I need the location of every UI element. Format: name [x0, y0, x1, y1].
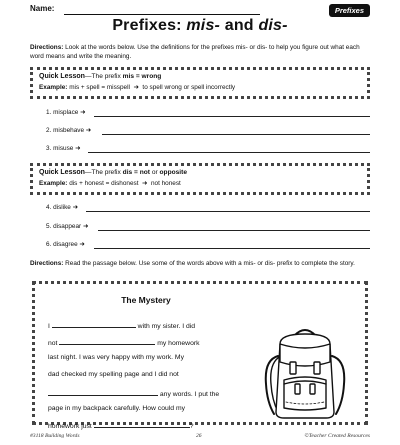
list-item — [46, 144, 370, 154]
item-label: 4. dislike ➜ — [46, 204, 78, 211]
story-line-7 — [48, 420, 194, 430]
quick-lesson-dis — [30, 163, 370, 195]
quick-lesson-mis — [30, 67, 370, 99]
item-label: 3. misuse ➜ — [46, 145, 81, 152]
story-text: not — [48, 340, 58, 347]
lesson-title: Quick Lesson — [39, 169, 85, 176]
list-item — [46, 126, 370, 136]
item-label: 5. disappear ➜ — [46, 223, 89, 230]
story-line-4: dad checked my spelling page and I did not — [48, 371, 179, 378]
directions-text: Look at the words below. Use the definitions for the prefixes mis- or dis- to help you figure out what each word means and write the meaning. — [30, 44, 360, 60]
topic-tag: Prefixes — [329, 4, 370, 17]
item-label: 2. misbehave ➜ — [46, 127, 92, 134]
story-line-3: last night. I was very happy with my work. My — [48, 354, 184, 361]
lesson-rule-bold: mis = wrong — [122, 73, 162, 80]
example-equation: dis + honest = dishonest — [69, 180, 139, 187]
lesson-example — [39, 83, 361, 93]
story-text: with my sister. I did — [137, 323, 196, 330]
lesson-rule-or: or — [151, 169, 158, 176]
answer-line[interactable] — [94, 116, 370, 117]
lesson-title: Quick Lesson — [39, 73, 85, 80]
lesson-example — [39, 179, 361, 189]
lesson-rule-text: —The prefix — [84, 169, 121, 176]
directions-label: Directions: — [30, 260, 64, 267]
arrow-icon: ➜ — [142, 180, 148, 187]
lesson-rule — [39, 168, 361, 177]
example-meaning: not honest — [150, 180, 181, 187]
story-text: any words. I put the — [159, 391, 220, 398]
list-item — [46, 222, 370, 232]
name-field-line[interactable] — [64, 14, 260, 15]
answer-line[interactable] — [102, 134, 370, 135]
backpack-icon — [250, 322, 360, 422]
story-text: I — [48, 323, 50, 330]
answer-line[interactable] — [86, 211, 370, 212]
list-item — [46, 203, 370, 213]
footer-right: ©Teacher Created Resources — [304, 433, 370, 439]
story-blank[interactable] — [52, 320, 136, 328]
story-box — [32, 281, 368, 430]
list-item — [46, 108, 370, 118]
name-row — [30, 4, 370, 18]
story-text: homework just — [48, 423, 92, 430]
name-label: Name: — [30, 4, 55, 13]
arrow-icon: ➜ — [133, 84, 139, 91]
title-mis: mis- — [186, 17, 221, 34]
directions-bottom — [30, 260, 370, 269]
story-line-5 — [48, 388, 219, 398]
directions-top — [30, 44, 370, 61]
example-label: Example: — [39, 180, 68, 187]
page-title — [0, 17, 400, 35]
example-equation: mis + spell = misspell — [69, 84, 130, 91]
answer-line[interactable] — [88, 152, 370, 153]
story-line-6: page in my backpack carefully. How could my — [48, 405, 186, 412]
lesson-rule-bold-2: opposite — [159, 169, 188, 176]
footer-left: #3118 Building Words — [30, 433, 80, 439]
example-meaning: to spell wrong or spell incorrectly — [142, 84, 236, 91]
page-number: 26 — [196, 433, 202, 439]
story-blank[interactable] — [48, 388, 158, 396]
item-label: 1. misplace ➜ — [46, 109, 86, 116]
item-label: 6. disagree ➜ — [46, 241, 85, 248]
lesson-rule-text: —The prefix — [84, 73, 121, 80]
story-text: ? — [189, 423, 194, 430]
story-blank[interactable] — [94, 420, 190, 428]
story-line-1 — [48, 320, 195, 330]
title-prefix: Prefixes: — [112, 17, 182, 34]
lesson-rule-bold: dis = not — [122, 169, 150, 176]
story-text: my homework — [157, 340, 200, 347]
story-line-2 — [48, 337, 200, 347]
lesson-rule — [39, 72, 361, 81]
answer-line[interactable] — [94, 248, 370, 249]
answer-line[interactable] — [98, 230, 370, 231]
story-blank[interactable] — [59, 337, 155, 345]
example-label: Example: — [39, 84, 68, 91]
page-footer — [30, 433, 370, 443]
title-and: and — [224, 17, 254, 34]
title-dis: dis- — [258, 17, 288, 34]
directions-label: Directions: — [30, 44, 64, 51]
list-item — [46, 240, 370, 250]
directions-text: Read the passage below. Use some of the words above with a mis- or dis- prefix to complete the story. — [65, 260, 355, 267]
story-title: The Mystery — [121, 295, 171, 305]
